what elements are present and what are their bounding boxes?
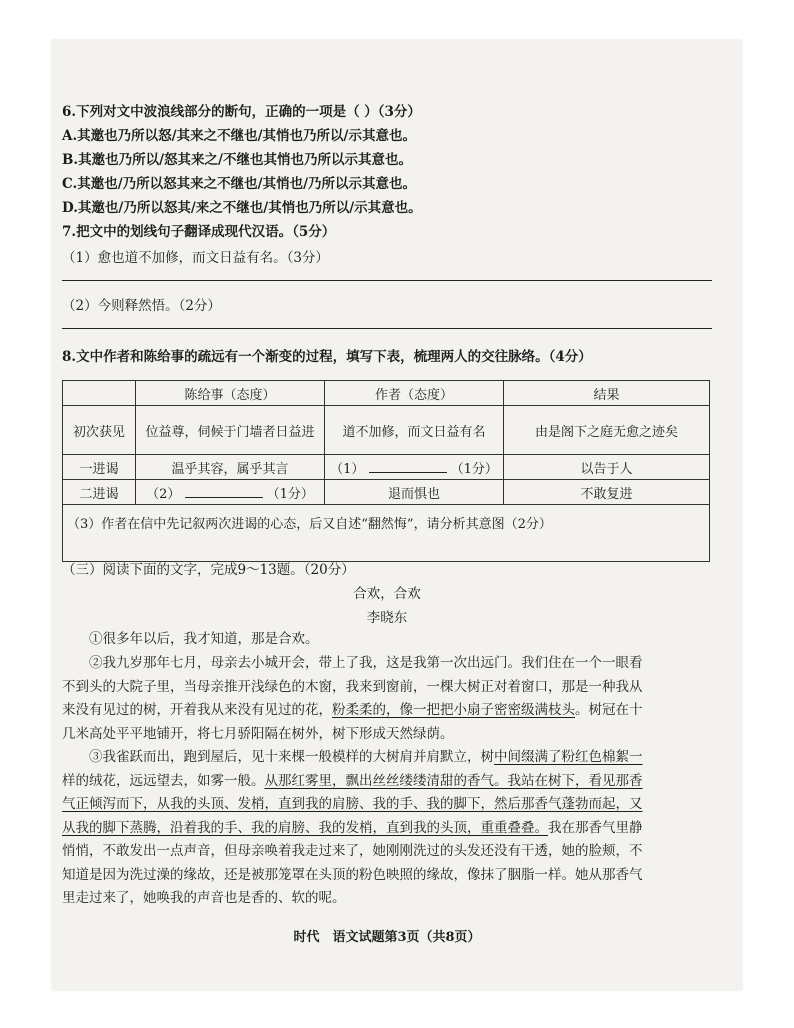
table-row bbox=[63, 455, 710, 480]
q6-stem: 6.下列对文中波浪线部分的断句，正确的一项是（ ）（3分） bbox=[62, 104, 421, 120]
table-header-cell bbox=[63, 381, 136, 406]
table-cell: 温乎其容，属乎其言 bbox=[136, 455, 325, 480]
text-run: 我在那香气里静 bbox=[548, 819, 643, 836]
q6-option-b: B.其邀也乃所以/怒其来之/不继也其悄也乃所以示其意也。 bbox=[62, 152, 412, 168]
paragraph-line: 几米高处平平地铺开，将七月骄阳隔在树外，树下形成天然绿荫。 bbox=[62, 725, 454, 742]
blank-number: （1） bbox=[330, 461, 365, 477]
table-header-cell: 作者（态度） bbox=[325, 381, 504, 406]
table-row bbox=[63, 505, 710, 562]
article-title: 合欢，合欢 bbox=[353, 586, 421, 602]
paragraph-line: ①很多年以后，我才知道，那是合欢。 bbox=[89, 631, 319, 647]
text-run: 来没有见过的树，开着我从来没有见过的花， bbox=[62, 702, 332, 718]
blank-score: （1分） bbox=[266, 486, 314, 502]
paragraph-line: 悄悄，不敢发出一点声音，但母亲唤着我走过来了，她刚刚洗过的头发还没有干透，她的脸颊，不 bbox=[62, 843, 643, 859]
table-cell: 由是阁下之庭无愈之迹矣 bbox=[504, 406, 710, 455]
table-cell: 初次获见 bbox=[63, 406, 136, 455]
answer-blank[interactable] bbox=[185, 485, 263, 498]
paragraph-line: 知道是因为洗过澡的缘故，还是被那笼罩在头顶的粉色映照的缘故，像抹了胭脂一样。她从那香气 bbox=[62, 866, 643, 883]
paragraph-line bbox=[62, 817, 698, 841]
answer-line bbox=[62, 280, 712, 281]
q7-sentence-2: （2）今则释然悟。（2分） bbox=[62, 298, 221, 314]
blank-number: （2） bbox=[146, 486, 181, 502]
table-cell-question: （3）作者在信中先记叙两次进谒的心态，后又自述“翻然悔”，请分析其意图（2分） bbox=[63, 505, 710, 562]
table-row bbox=[63, 480, 710, 505]
table-cell: 退而惧也 bbox=[325, 480, 504, 505]
table-header-cell: 陈给事（态度） bbox=[136, 381, 325, 406]
paragraph-line: 里走过来了，她唤我的声音也是香的、软的呢。 bbox=[62, 890, 346, 906]
q6-option-a: A.其邀也乃所以怒/其来之不继也/其悄也乃所以/示其意也。 bbox=[62, 128, 416, 144]
table-cell: 道不加修，而文日益有名 bbox=[325, 406, 504, 455]
underlined-sentence: 气正倾泻而下，从我的头顶、发梢，直到我的肩膀、我的手、我的脚下，然后那香气蓬勃而起，又 bbox=[62, 796, 643, 812]
q8-stem: 8.文中作者和陈给事的疏远有一个渐变的过程，填写下表，梳理两人的交往脉络。（4分） bbox=[62, 349, 592, 365]
table-header-row bbox=[63, 381, 710, 406]
answer-blank[interactable] bbox=[369, 460, 447, 473]
paragraph-line bbox=[62, 770, 698, 794]
paragraph-1 bbox=[62, 628, 698, 652]
table-cell: 位益尊，伺候于门墙者日益进 bbox=[136, 406, 325, 455]
table-cell-with-blank bbox=[136, 480, 325, 505]
q6-option-c: C.其邀也/乃所以怒其来之不继也/其悄也/乃所以示其意也。 bbox=[62, 176, 416, 192]
answer-line bbox=[62, 328, 712, 329]
q7-sentence-1: （1）愈也道不加修，而文日益有名。（3分） bbox=[62, 250, 329, 266]
text-run: ③我雀跃而出，跑到屋后，见十来棵一般模样的大树肩并肩默立，树 bbox=[89, 749, 494, 765]
paragraph-line bbox=[62, 699, 698, 723]
table-cell: 二进谒 bbox=[63, 480, 136, 505]
text-run: 样的绒花，远远望去，如雾一般。 bbox=[62, 772, 265, 789]
blank-score: （1分） bbox=[450, 461, 498, 477]
underlined-sentence: 从我的脚下蒸腾，沿着我的手、我的肩膀、我的发梢，直到我的头顶，重重叠叠。 bbox=[62, 819, 548, 836]
paragraph-line: ②我九岁那年七月，母亲去小城开会，带上了我，这是我第一次出远门。我们住在一个一眼看 bbox=[89, 655, 643, 671]
paragraph-2 bbox=[62, 652, 698, 746]
article-author: 李晓东 bbox=[366, 610, 408, 626]
underlined-sentence: 中间缀满了粉红色棉絮一 bbox=[494, 749, 643, 765]
table-cell: 不敢复进 bbox=[504, 480, 710, 505]
q6-option-d: D.其邀也/乃所以怒其/来之不继也/其悄也乃所以/示其意也。 bbox=[62, 200, 422, 216]
underlined-sentence: 粉柔柔的，像一把把小扇子密密级满枝头 bbox=[332, 702, 575, 718]
relationship-table bbox=[62, 380, 710, 562]
table-cell-with-blank bbox=[325, 455, 504, 480]
paragraph-3 bbox=[62, 746, 698, 911]
paragraph-line bbox=[62, 746, 698, 770]
table-cell: 一进谒 bbox=[63, 455, 136, 480]
section-intro: （三）阅读下面的文字，完成9～13题。（20分） bbox=[62, 562, 355, 578]
paragraph-line: 不到头的大院子里，当母亲推开浅绿色的木窗，我来到窗前，一棵大树正对着窗口，那是一种我从 bbox=[62, 678, 643, 695]
page-footer: 时代 语文试题第3页（共8页） bbox=[293, 930, 481, 945]
table-cell: 以告于人 bbox=[504, 455, 710, 480]
table-row bbox=[63, 406, 710, 455]
table-header-cell: 结果 bbox=[504, 381, 710, 406]
text-run: 。树冠在十 bbox=[575, 702, 643, 718]
q7-stem: 7.把文中的划线句子翻译成现代汉语。（5分） bbox=[62, 224, 336, 240]
underlined-sentence: 从那红雾里，飘出丝丝缕缕清甜的香气。我站在树下，看见那香 bbox=[264, 772, 643, 789]
